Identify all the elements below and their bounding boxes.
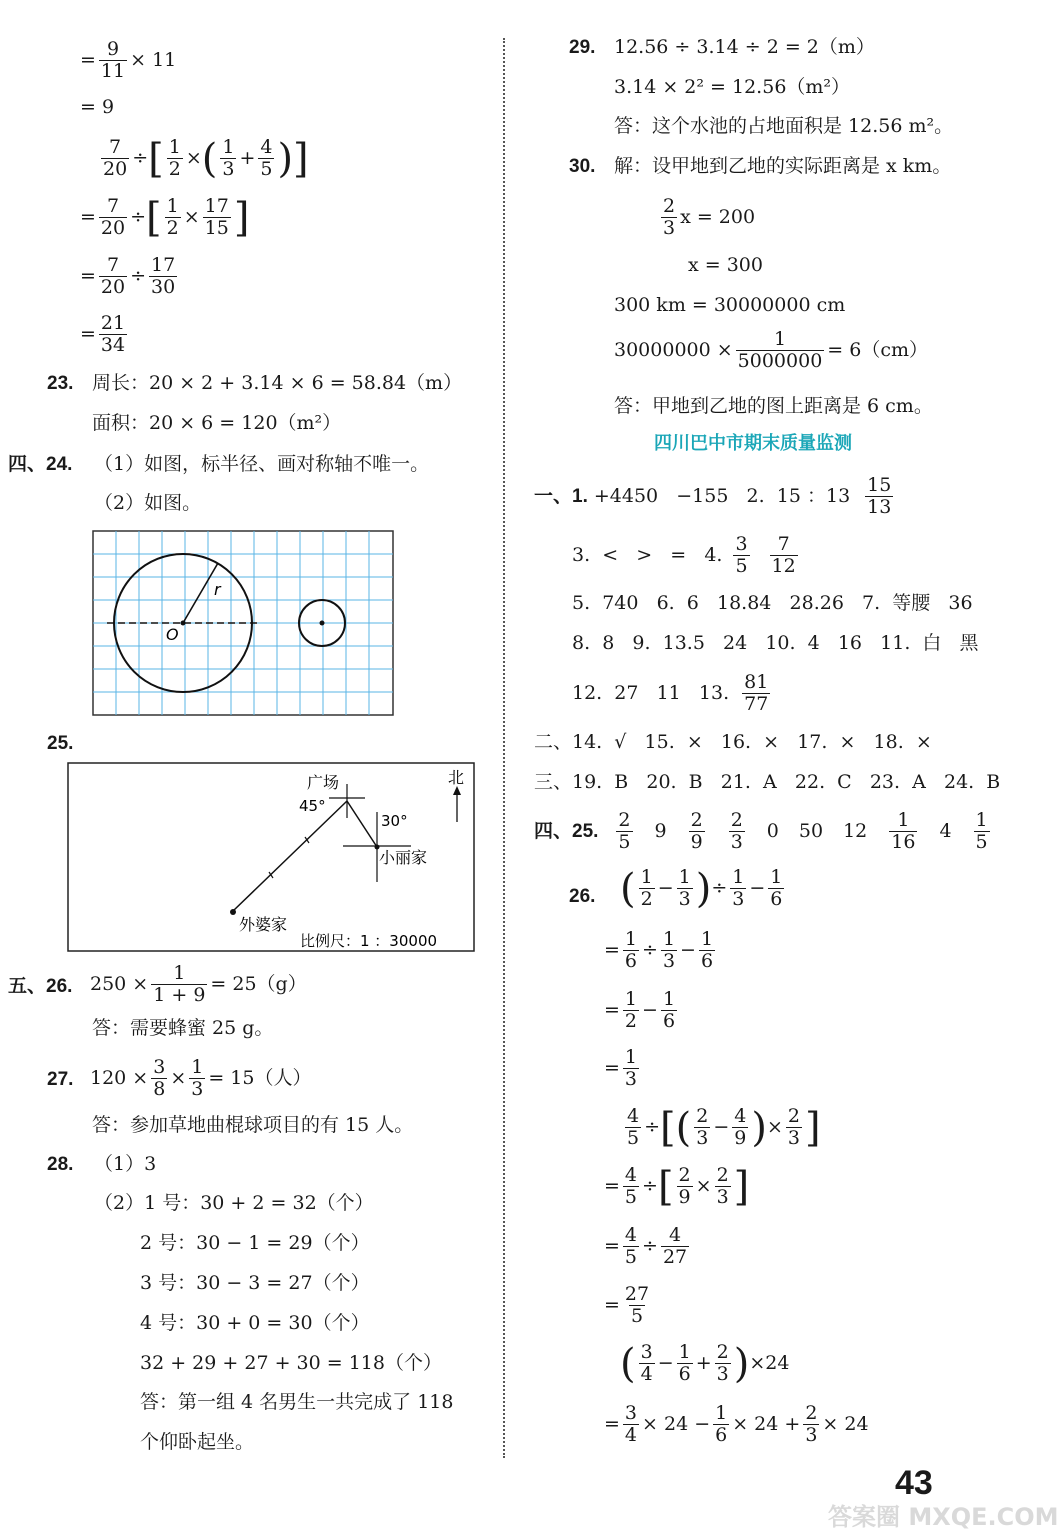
fraction: $\frac{2}{3}$ (663, 195, 676, 239)
calc-r2: = $\frac{1}{6}$ ÷ $\frac{1}{3}$ − $\frac{1}{6}$ (604, 928, 714, 972)
question-number: 28. (47, 1154, 74, 1175)
fraction: $\frac{1}{6}$ (624, 928, 638, 972)
part1-line4: 8. 8 9. 13.5 24 10. 4 16 11. 白 黑 (572, 632, 979, 654)
fraction: $\frac{7}{12}$ (771, 533, 796, 577)
calc-r3: = $\frac{1}{2}$ − $\frac{1}{6}$ (604, 988, 676, 1032)
answer-value: 9 (654, 820, 667, 843)
part4-q25: 四、25. $\frac{2}{5}$ 9 $\frac{2}{9}$ $\frac{2}{3}$ 0 50 12 $\frac{1}{16}$ 4 $\frac{1}{5}$ (534, 811, 1002, 853)
center-point (181, 621, 186, 626)
calc-line-2: = 9 (80, 96, 115, 118)
calc-r8: = $\frac{27}{5}$ (604, 1283, 650, 1327)
grandma-label: 外婆家 (239, 915, 288, 934)
fraction: $\frac{3}{8}$ (153, 1056, 166, 1100)
home-label: 小丽家 (379, 848, 428, 867)
q30-answer: 答：甲地到乙地的图上距离是 6 cm。 (614, 395, 933, 417)
fraction: $\frac{1}{3}$ (678, 866, 691, 910)
fraction: $\frac{2}{3}$ (805, 1402, 818, 1446)
fraction: $\frac{1}{3}$ (662, 928, 676, 972)
q28-line5: 4 号：30 + 0 = 30（个） (140, 1312, 370, 1334)
fraction: $\frac{2}{5}$ (618, 809, 631, 853)
question-number: 27. (47, 1069, 74, 1090)
grandma-point (230, 909, 236, 915)
q28-answer-line1: 答：第一组 4 名男生一共完成了 118 (140, 1391, 454, 1413)
question-number: 26. (569, 886, 596, 907)
fraction: $\frac{17}{30}$ (151, 254, 176, 298)
fraction: $\frac{1}{3}$ (222, 136, 235, 180)
q29-line2: 3.14 × 2² = 12.56（m²） (614, 76, 851, 98)
column-divider (503, 38, 505, 1458)
fraction: $\frac{2}{9}$ (690, 809, 703, 853)
calc-tail: × 11 (130, 49, 177, 72)
fraction: $\frac{21}{34}$ (100, 312, 126, 356)
section-title: 四川巴中市期末质量监测 (654, 433, 852, 454)
calc-r7: = $\frac{4}{5}$ ÷ $\frac{4}{27}$ (604, 1224, 688, 1268)
section-prefix: 四、24. (8, 454, 73, 475)
q28-part1: （1）3 (94, 1153, 157, 1175)
answer-value: 4 (939, 820, 952, 843)
part3-answers: 三、19. B 20. B 21. A 22. C 23. A 24. B (534, 771, 1001, 793)
part1-line1: 一、1. +4450 −155 2. 15 ：13 $\frac{15}{13}$ (534, 474, 892, 518)
calc-line-1 (80, 40, 176, 82)
q29-line1: 12.56 ÷ 3.14 ÷ 2 = 2（m） (614, 36, 875, 58)
q28-line4: 3 号：30 − 3 = 27（个） (140, 1272, 370, 1294)
q30-map-distance: 30000000 × $\frac{1}{5000000}$ = 6（cm） (614, 328, 929, 372)
fraction: $\frac{3}{4}$ (624, 1402, 638, 1446)
watermark-logo: 答案圈 MXQE.COM (828, 1503, 1059, 1531)
q28-part2: （2）1 号：30 + 2 = 32（个） (94, 1192, 374, 1214)
fraction: $\frac{7}{20}$ (100, 195, 126, 239)
fraction: $\frac{1}{2}$ (640, 866, 653, 910)
question-number: 29. (569, 37, 596, 58)
part2-answers: 二、14. √ 15. × 16. × 17. × 18. × (534, 731, 932, 753)
question-number: 23. (47, 373, 74, 394)
scale-label: 比例尺：1 ：30000 (300, 932, 438, 950)
q26-equation: 250 × $\frac{1}{1 + 9}$ = 25（g） (90, 962, 307, 1006)
calc-r4: = $\frac{1}{3}$ (604, 1046, 638, 1090)
fraction: $\frac{7}{20}$ (103, 136, 128, 180)
fraction: $\frac{81}{77}$ (744, 671, 769, 715)
fraction: $\frac{2}{3}$ (716, 1341, 729, 1385)
fraction: $\frac{1}{5000000}$ (737, 328, 823, 372)
fraction: $\frac{1}{2}$ (168, 136, 181, 180)
fraction: $\frac{4}{5}$ (627, 1105, 640, 1149)
calc-r10: = $\frac{3}{4}$ × 24 − $\frac{1}{6}$ × 24 + $\frac{2}{3}$ × 24 (604, 1402, 869, 1446)
circle-grid-figure (92, 530, 394, 716)
q23-perimeter: 周长：20 × 2 + 3.14 × 6 = 58.84（m） (92, 372, 463, 394)
question-number: 30. (569, 156, 596, 177)
q25-answer-list (604, 811, 1001, 853)
q27-equation: 120 × $\frac{3}{8}$ × $\frac{1}{3}$ = 15（人） (90, 1056, 312, 1100)
fraction: $\frac{3}{4}$ (640, 1341, 653, 1385)
q30-setup: 解：设甲地到乙地的实际距离是 x km。 (614, 155, 952, 177)
fraction: $\frac{1}{5}$ (975, 809, 988, 853)
q24-part1: （1）如图，标半径、画对称轴不唯一。 (94, 453, 430, 475)
q30-conversion: 300 km = 30000000 cm (614, 294, 846, 316)
fraction: $\frac{15}{13}$ (867, 474, 892, 518)
fraction: $\frac{4}{5}$ (260, 136, 273, 180)
q28-answer-line2: 个仰卧起坐。 (140, 1431, 255, 1453)
calc-r6: = $\frac{4}{5}$ ÷ [ $\frac{2}{9}$ × $\frac{2}{3}$ ] (604, 1163, 750, 1210)
fraction: $\frac{27}{5}$ (624, 1283, 650, 1327)
fraction: $\frac{2}{3}$ (696, 1105, 709, 1149)
page-number: 43 (895, 1464, 933, 1502)
fraction: $\frac{2}{9}$ (678, 1164, 691, 1208)
calc-line-6: = $\frac{21}{34}$ (80, 312, 126, 356)
q30-solution: x = 300 (688, 254, 763, 276)
fraction: $\frac{2}{3}$ (716, 1164, 729, 1208)
fraction: $\frac{1}{2}$ (624, 988, 638, 1032)
angle-30-label: 30° (381, 812, 408, 830)
q23-area: 面积：20 × 6 = 120（m²） (92, 412, 342, 434)
fraction: $\frac{1}{6}$ (700, 928, 714, 972)
q28-line3: 2 号：30 − 1 = 29（个） (140, 1232, 370, 1254)
north-label: 北 (448, 768, 465, 787)
calc-line-4: = $\frac{7}{20}$ ÷ [ $\frac{1}{2}$ × $\frac{17}{15}$ ] (80, 194, 250, 241)
q27-answer: 答：参加草地曲棍球项目的有 15 人。 (92, 1114, 414, 1136)
calc-r5: $\frac{4}{5}$ ÷ [( $\frac{2}{3}$ − $\frac{4}{9}$ ) × $\frac{2}{3}$ ] (627, 1104, 821, 1151)
part1-line5: 12. 27 11 13. $\frac{81}{77}$ (572, 671, 769, 715)
angle-45-label: 45° (299, 797, 326, 815)
section-prefix: 五、26. (8, 976, 73, 997)
center-label: O (166, 625, 179, 644)
fraction: $\frac{1}{16}$ (891, 809, 916, 853)
calc-r1: ( $\frac{1}{2}$ − $\frac{1}{3}$ ) ÷ $\frac{1}{3}$ − $\frac{1}{6}$ (620, 865, 783, 912)
q24-part2: （2）如图。 (94, 492, 202, 514)
q26-answer: 答：需要蜂蜜 25 g。 (92, 1017, 274, 1039)
fraction: $\frac{1}{6}$ (715, 1402, 728, 1446)
part1-line3: 5. 740 6. 6 18.84 28.26 7. 等腰 36 (572, 592, 973, 614)
q29-answer: 答：这个水池的占地面积是 12.56 m²。 (614, 115, 954, 137)
part1-line2: 3. < > = 4. $\frac{3}{5}$ $\frac{7}{12}$ (572, 533, 796, 577)
small-center-point (320, 621, 325, 626)
fraction: $\frac{1}{6}$ (678, 1341, 691, 1385)
q28-sum: 32 + 29 + 27 + 30 = 118（个） (140, 1352, 442, 1374)
route-map-figure (67, 762, 475, 952)
fraction: $\frac{1}{6}$ (662, 988, 676, 1032)
fraction: $\frac{4}{27}$ (662, 1224, 688, 1268)
fraction: $\frac{9}{11}$ (100, 38, 126, 82)
fraction: $\frac{1}{3}$ (732, 866, 745, 910)
answer-value: 50 (798, 820, 824, 843)
fraction: $\frac{3}{5}$ (735, 533, 748, 577)
radius-label: r (214, 580, 221, 599)
square-label: 广场 (307, 773, 340, 792)
calc-r9: ( $\frac{3}{4}$ − $\frac{1}{6}$ + $\frac{2}{3}$ ) ×24 (620, 1340, 790, 1387)
fraction: $\frac{1}{6}$ (770, 866, 783, 910)
fraction: $\frac{4}{9}$ (734, 1105, 747, 1149)
fraction: $\frac{1}{1 + 9}$ (153, 962, 206, 1006)
fraction: $\frac{1}{2}$ (166, 195, 179, 239)
calc-line-5: = $\frac{7}{20}$ ÷ $\frac{17}{30}$ (80, 254, 176, 298)
answer-value: 12 (843, 820, 868, 843)
fraction: $\frac{4}{5}$ (624, 1164, 638, 1208)
fraction: $\frac{2}{3}$ (787, 1105, 800, 1149)
fraction: $\frac{4}{5}$ (624, 1224, 638, 1268)
fraction: $\frac{7}{20}$ (100, 254, 126, 298)
fraction: $\frac{17}{15}$ (204, 195, 229, 239)
fraction: $\frac{1}{3}$ (624, 1046, 638, 1090)
fraction: $\frac{2}{3}$ (730, 809, 743, 853)
equals-sign: = (80, 49, 96, 72)
answer-value: 0 (766, 820, 779, 843)
question-number: 25. (47, 733, 74, 754)
q30-equation: $\frac{2}{3}$ x = 200 (663, 195, 756, 239)
calc-line-3: $\frac{7}{20}$ ÷ [ $\frac{1}{2}$ × ( $\frac{1}{3}$ + $\frac{4}{5}$ )] (103, 135, 309, 182)
fraction: $\frac{1}{3}$ (191, 1056, 204, 1100)
